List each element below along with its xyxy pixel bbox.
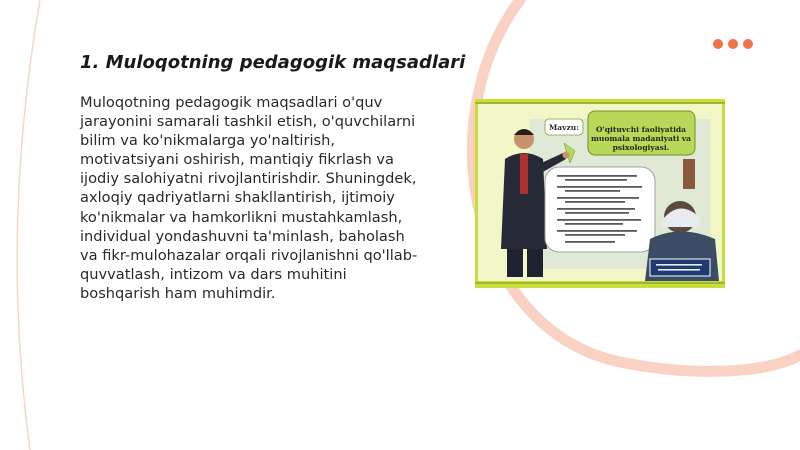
lesson-slide-image bbox=[475, 99, 725, 288]
menu-dots-icon bbox=[713, 39, 753, 49]
svg-text:O'qituvchi faoliyatida: O'qituvchi faoliyatida bbox=[595, 125, 687, 134]
body-paragraph: Muloqotning pedagogik maqsadlari o'quv jarayonini samarali tashkil etish, o'quvchilarni bilim va ko'nikmalarga yo'naltirish, motivatsiyani oshirish, mantiqiy fikrlash va ijodiy salohiyatni rivojlantirishdir. Shuningdek, axloqiy qadriyatlarni shakllantirish, ijtimoiy ko'nikmalar va hamkorlikni mustahkamlash, individual yondashuvni ta'minlash, baholash va fikr-mulohazalar orqali rivojlanishni qo'llab-quvvatlash, intizom va dars muhitini boshqarish ham muhimdir. bbox=[80, 94, 418, 302]
page-title: 1. Muloqotning pedagogik maqsadlari bbox=[80, 52, 466, 73]
svg-text:psixologiyasi.: psixologiyasi. bbox=[612, 143, 670, 152]
svg-text:Mavzu:: Mavzu: bbox=[549, 123, 579, 132]
svg-text:muomala madaniyati va: muomala madaniyati va bbox=[590, 134, 692, 143]
